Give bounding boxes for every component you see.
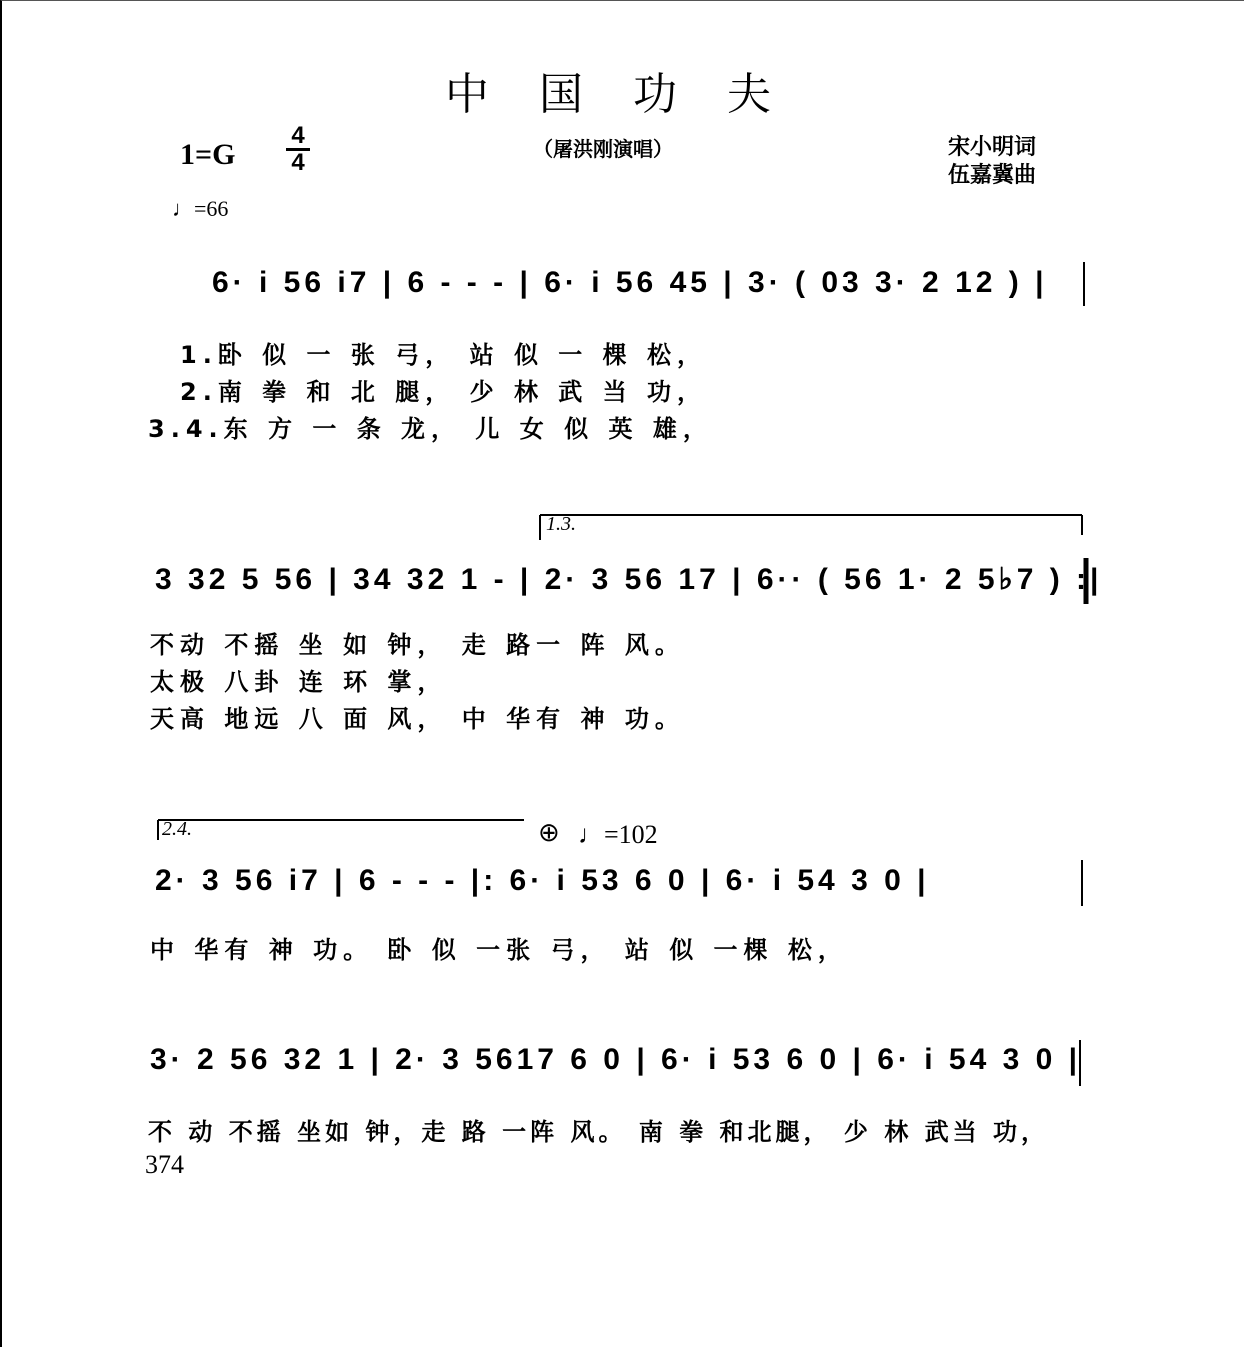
song-title: 中国功夫 [445, 69, 821, 120]
page-number: 374 [145, 1150, 184, 1179]
notation-line-1: 6· i 56 i7 | 6 - - - | 6· i 56 45 | 3· ( 03 3· 2 12 ) | [212, 266, 1048, 299]
performer-credit: （屠洪刚演唱） [533, 137, 673, 161]
time-signature-top: 4 [291, 122, 305, 149]
ending-bracket-1-label: 1.3. [546, 513, 576, 535]
ending-bracket-2-label: 2.4. [162, 818, 192, 840]
lyrics-line-2-verse-2: 太极 八卦 连 环 掌， [150, 668, 448, 696]
lyrics-line-1-verse-2: 2.南 拳 和 北 腿， 少 林 武 当 功， [180, 378, 708, 406]
lyrics-line-1-verse-1: 1.卧 似 一 张 弓， 站 似 一 棵 松， [180, 341, 708, 369]
coda-tempo: ♩=102 [578, 820, 658, 849]
notation-line-2: 3 32 5 56 | 34 32 1 - | 2· 3 56 17 | 6·· ( 56 1· 2 5♭7 ) :| [155, 563, 1103, 596]
lyrics-line-2-verse-3: 天高 地远 八 面 风， 中 华有 神 功。 [150, 705, 685, 733]
lyricist-credit: 宋小明词 [948, 135, 1037, 160]
lyrics-line-1-verse-3: 3.4.东 方 一 条 龙， 儿 女 似 英 雄， [148, 415, 713, 443]
notation-line-3: 2· 3 56 i7 | 6 - - - |: 6· i 53 6 0 | 6· i 54 3 0 | [155, 864, 930, 897]
composer-credit: 伍嘉冀曲 [948, 163, 1037, 188]
coda-sign: ⊕ [538, 818, 560, 848]
lyrics-line-3: 中 华有 神 功。 卧 似 一张 弓， 站 似 一棵 松， [150, 936, 848, 964]
lyrics-line-2-verse-1: 不动 不摇 坐 如 钟， 走 路一 阵 风。 [150, 631, 685, 659]
lyrics-line-4: 不 动 不摇 坐如 钟，走 路 一阵 风。 南 拳 和北腿， 少 林 武当 功， [148, 1118, 1049, 1146]
notation-line-4: 3· 2 56 32 1 | 2· 3 5617 6 0 | 6· i 53 6 0 | 6· i 54 3 0 | [150, 1043, 1082, 1076]
tempo-marking: ♩=66 [172, 196, 229, 221]
key-signature: 1=G [180, 138, 236, 171]
time-signature-bottom: 4 [291, 149, 305, 176]
